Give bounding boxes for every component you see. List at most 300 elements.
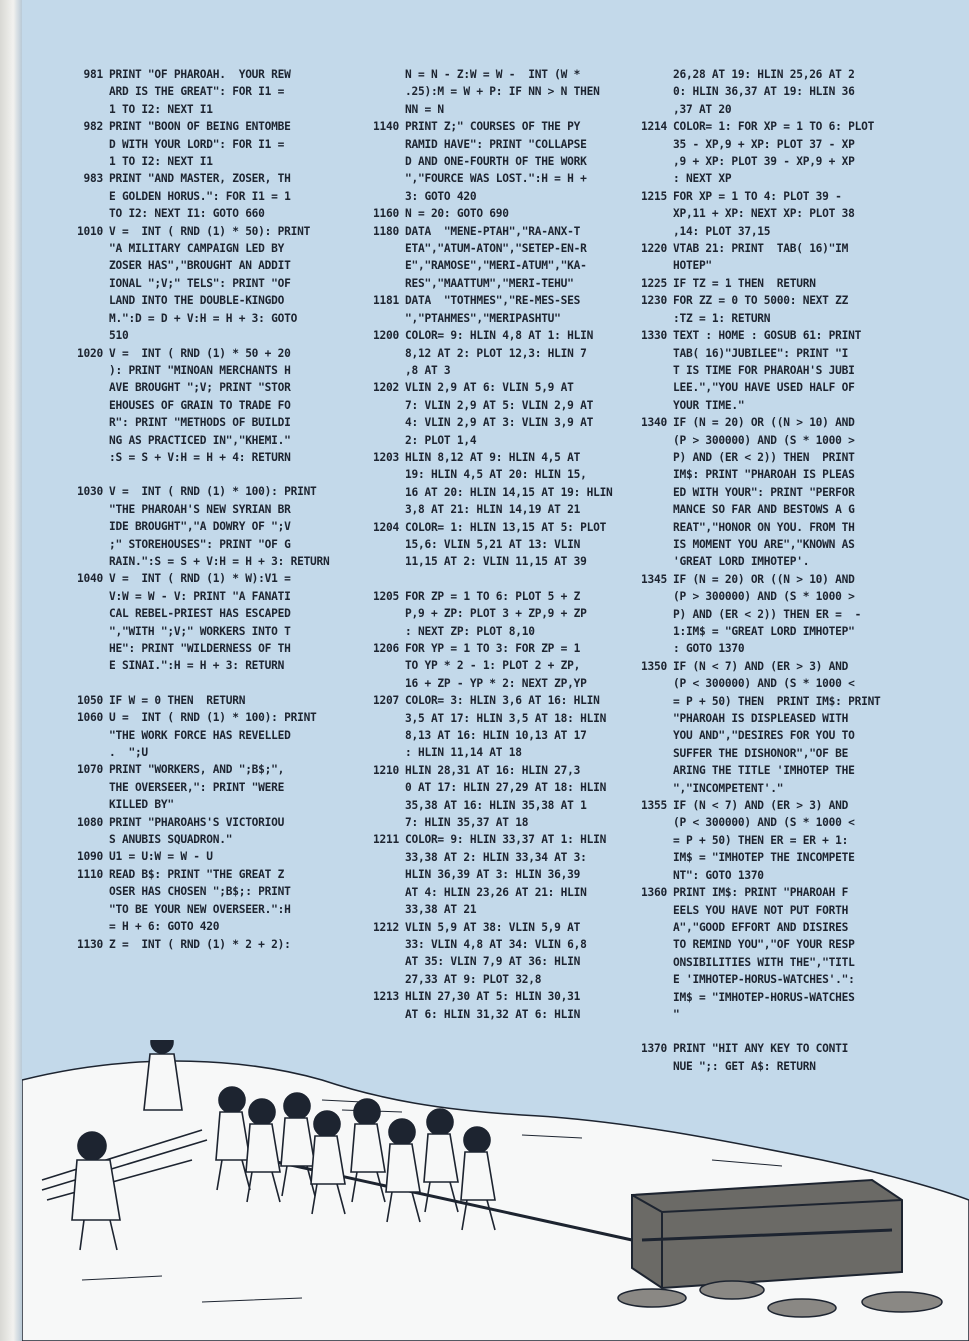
code-text: AT 6: HLIN 31,32 AT 6: HLIN bbox=[405, 1007, 581, 1021]
code-line bbox=[620, 867, 910, 884]
line-number bbox=[56, 414, 109, 431]
code-text: COLOR= 3: HLIN 3,6 AT 16: HLIN bbox=[405, 694, 600, 708]
listing-gap bbox=[620, 1023, 910, 1040]
code-line bbox=[352, 136, 617, 153]
code-text: KILLED BY" bbox=[109, 798, 174, 812]
code-text: "THE WORK FORCE HAS REVELLED bbox=[109, 728, 291, 742]
code-line bbox=[620, 553, 910, 570]
line-number: 1213 bbox=[373, 990, 399, 1004]
code-line bbox=[620, 205, 910, 222]
listing-gap bbox=[56, 466, 346, 483]
code-text: S ANUBIS SQUADRON." bbox=[109, 833, 233, 847]
code-line bbox=[620, 153, 910, 170]
code-line bbox=[352, 605, 617, 622]
code-text: : GOTO 1370 bbox=[673, 642, 745, 656]
code-text: HLIN 28,31 AT 16: HLIN 27,3 bbox=[405, 763, 581, 777]
line-number bbox=[620, 345, 673, 362]
code-line bbox=[352, 257, 617, 274]
code-line bbox=[352, 831, 617, 848]
code-line bbox=[620, 780, 910, 797]
code-line bbox=[352, 484, 617, 501]
code-line bbox=[56, 170, 346, 187]
code-text: COLOR= 1: FOR XP = 1 TO 6: PLOT bbox=[673, 120, 875, 134]
code-line bbox=[352, 432, 617, 449]
line-number bbox=[352, 362, 405, 379]
line-number bbox=[352, 936, 405, 953]
code-text: : NEXT ZP: PLOT 8,10 bbox=[405, 624, 535, 638]
line-number: 1355 bbox=[641, 799, 667, 813]
line-number: 1230 bbox=[641, 294, 667, 308]
code-line bbox=[352, 501, 617, 518]
code-line bbox=[56, 536, 346, 553]
code-line bbox=[352, 240, 617, 257]
line-number bbox=[352, 345, 405, 362]
line-number bbox=[352, 953, 405, 970]
code-text: U = INT ( RND (1) * 100): PRINT bbox=[109, 711, 317, 725]
code-text: TO REMIND YOU","OF YOUR RESP bbox=[673, 938, 855, 952]
line-number bbox=[620, 310, 673, 327]
code-text: E 'IMHOTEP-HORUS-WATCHES'.": bbox=[673, 973, 855, 987]
code-line bbox=[56, 761, 346, 778]
code-text: "PHAROAH IS DISPLEASED WITH bbox=[673, 712, 849, 726]
illustration-workers-hauling-stone bbox=[22, 1040, 969, 1341]
line-number bbox=[56, 501, 109, 518]
stone-block bbox=[632, 1180, 902, 1288]
code-line bbox=[620, 1006, 910, 1023]
code-text: : NEXT XP bbox=[673, 172, 732, 186]
line-number bbox=[620, 1006, 673, 1023]
code-line bbox=[56, 588, 346, 605]
code-line bbox=[352, 675, 617, 692]
code-text: PRINT Z;" COURSES OF THE PY bbox=[405, 120, 581, 134]
code-line bbox=[620, 989, 910, 1006]
line-number bbox=[620, 745, 673, 762]
line-number bbox=[620, 257, 673, 274]
code-text: 15,6: VLIN 5,21 AT 13: VLIN bbox=[405, 537, 581, 551]
code-text: 1 TO I2: NEXT I1 bbox=[109, 102, 213, 116]
code-line bbox=[352, 953, 617, 970]
code-line bbox=[352, 101, 617, 118]
code-line bbox=[620, 902, 910, 919]
code-line bbox=[352, 397, 617, 414]
line-number bbox=[56, 327, 109, 344]
code-text: AT 35: VLIN 7,9 AT 36: HLIN bbox=[405, 955, 581, 969]
code-text: 3,5 AT 17: HLIN 3,5 AT 18: HLIN bbox=[405, 711, 607, 725]
line-number bbox=[56, 779, 109, 796]
code-text: IM$: PRINT "PHAROAH IS PLEAS bbox=[673, 468, 855, 482]
code-line bbox=[620, 954, 910, 971]
code-text: ","PTAHMES","MERIPASHTU" bbox=[405, 311, 561, 325]
code-line bbox=[352, 884, 617, 901]
code-line bbox=[352, 205, 617, 222]
line-number bbox=[352, 170, 405, 187]
line-number: 1345 bbox=[641, 572, 667, 586]
line-number bbox=[56, 153, 109, 170]
line-number bbox=[56, 744, 109, 761]
line-number bbox=[352, 1006, 405, 1023]
line-number bbox=[352, 814, 405, 831]
line-number bbox=[352, 501, 405, 518]
line-number: 1070 bbox=[77, 763, 103, 777]
code-line bbox=[620, 658, 910, 675]
line-number bbox=[620, 606, 673, 623]
code-text: ;" STOREHOUSES": PRINT "OF G bbox=[109, 537, 291, 551]
code-line bbox=[620, 588, 910, 605]
listing-gap bbox=[352, 571, 617, 588]
code-text: IF TZ = 1 THEN RETURN bbox=[673, 276, 816, 290]
line-number bbox=[620, 205, 673, 222]
code-line bbox=[56, 153, 346, 170]
code-text: VTAB 21: PRINT TAB( 16)"IM bbox=[673, 242, 849, 256]
line-number bbox=[352, 432, 405, 449]
line-number bbox=[56, 240, 109, 257]
code-line bbox=[352, 971, 617, 988]
code-text: ,14: PLOT 37,15 bbox=[673, 224, 771, 238]
code-text: HLIN 36,39 AT 3: HLIN 36,39 bbox=[405, 868, 581, 882]
code-line bbox=[56, 240, 346, 257]
code-text: SUFFER THE DISHONOR","OF BE bbox=[673, 746, 849, 760]
code-line bbox=[352, 118, 617, 135]
line-number: 1203 bbox=[373, 450, 399, 464]
code-text: P,9 + ZP: PLOT 3 + ZP,9 + ZP bbox=[405, 607, 587, 621]
code-line bbox=[620, 936, 910, 953]
line-number: 1205 bbox=[373, 589, 399, 603]
code-line bbox=[620, 832, 910, 849]
code-line bbox=[620, 606, 910, 623]
code-line bbox=[56, 623, 346, 640]
line-number bbox=[352, 779, 405, 796]
code-text: LAND INTO THE DOUBLE-KINGDO bbox=[109, 294, 285, 308]
code-text: E","RAMOSE","MERI-ATUM","KA- bbox=[405, 259, 587, 273]
code-text: NG AS PRACTICED IN","KHEMI." bbox=[109, 433, 291, 447]
code-line bbox=[56, 188, 346, 205]
code-text: V = INT ( RND (1) * 100): PRINT bbox=[109, 485, 317, 499]
code-text: ,9 + XP: PLOT 39 - XP,9 + XP bbox=[673, 155, 855, 169]
code-line bbox=[352, 710, 617, 727]
code-line bbox=[352, 310, 617, 327]
line-number: 1080 bbox=[77, 815, 103, 829]
line-number bbox=[620, 432, 673, 449]
line-number bbox=[352, 83, 405, 100]
code-line bbox=[620, 397, 910, 414]
code-text: COLOR= 1: HLIN 13,15 AT 5: PLOT bbox=[405, 520, 607, 534]
code-text: XP,11 + XP: NEXT XP: PLOT 38 bbox=[673, 207, 855, 221]
code-line bbox=[56, 257, 346, 274]
line-number bbox=[620, 449, 673, 466]
code-text: IF (N < 7) AND (ER > 3) AND bbox=[673, 659, 849, 673]
line-number bbox=[620, 379, 673, 396]
line-number bbox=[352, 553, 405, 570]
code-text: PRINT "BOON OF BEING ENTOMBE bbox=[109, 120, 291, 134]
line-number bbox=[620, 832, 673, 849]
code-text: 0 AT 17: HLIN 27,29 AT 18: HLIN bbox=[405, 781, 607, 795]
line-number bbox=[56, 553, 109, 570]
line-number bbox=[620, 675, 673, 692]
line-number bbox=[352, 153, 405, 170]
line-number bbox=[620, 623, 673, 640]
code-text: REAT","HONOR ON YOU. FROM TH bbox=[673, 520, 855, 534]
page-gutter bbox=[0, 0, 22, 1341]
code-line bbox=[620, 223, 910, 240]
code-text: ED WITH YOUR": PRINT "PERFOR bbox=[673, 485, 855, 499]
code-text: 2: PLOT 1,4 bbox=[405, 433, 477, 447]
line-number bbox=[352, 136, 405, 153]
line-number bbox=[56, 918, 109, 935]
line-number bbox=[56, 136, 109, 153]
listing-column-2 bbox=[352, 66, 617, 1023]
code-line bbox=[620, 379, 910, 396]
code-text: ARING THE TITLE 'IMHOTEP THE bbox=[673, 764, 855, 778]
code-line bbox=[56, 709, 346, 726]
code-text: D AND ONE-FOURTH OF THE WORK bbox=[405, 155, 587, 169]
line-number: 1140 bbox=[373, 120, 399, 134]
line-number bbox=[620, 466, 673, 483]
line-number: 1202 bbox=[373, 381, 399, 395]
code-text: OSER HAS CHOSEN ";B$;: PRINT bbox=[109, 885, 291, 899]
code-text: 4: VLIN 2,9 AT 3: VLIN 3,9 AT bbox=[405, 416, 594, 430]
code-line bbox=[620, 432, 910, 449]
line-number bbox=[352, 675, 405, 692]
line-number: 1204 bbox=[373, 520, 399, 534]
line-number bbox=[620, 553, 673, 570]
code-line bbox=[56, 814, 346, 831]
line-number bbox=[352, 536, 405, 553]
code-text: IM$ = "IMHOTEP-HORUS-WATCHES bbox=[673, 990, 855, 1004]
code-text: = H + 6: GOTO 420 bbox=[109, 920, 220, 934]
line-number bbox=[56, 83, 109, 100]
code-line bbox=[620, 814, 910, 831]
code-text: IF (N < 7) AND (ER > 3) AND bbox=[673, 799, 849, 813]
code-text: RAMID HAVE": PRINT "COLLAPSE bbox=[405, 137, 587, 151]
line-number: 981 bbox=[83, 68, 103, 81]
code-text: IDE BROUGHT","A DOWRY OF ";V bbox=[109, 520, 291, 534]
line-number bbox=[352, 466, 405, 483]
code-line bbox=[352, 553, 617, 570]
code-text: 33: VLIN 4,8 AT 34: VLIN 6,8 bbox=[405, 937, 587, 951]
code-line bbox=[56, 918, 346, 935]
code-line bbox=[620, 762, 910, 779]
line-number: 1340 bbox=[641, 416, 667, 430]
code-line bbox=[352, 292, 617, 309]
line-number: 1370 bbox=[641, 1042, 667, 1056]
code-line bbox=[56, 310, 346, 327]
code-line bbox=[56, 483, 346, 500]
line-number bbox=[352, 484, 405, 501]
code-line bbox=[56, 101, 346, 118]
code-line bbox=[56, 727, 346, 744]
code-text: "THE PHAROAH'S NEW SYRIAN BR bbox=[109, 502, 291, 516]
line-number bbox=[352, 240, 405, 257]
code-text: :TZ = 1: RETURN bbox=[673, 311, 771, 325]
code-text: YOUR TIME." bbox=[673, 398, 745, 412]
code-text: 1:IM$ = "GREAT LORD IMHOTEP" bbox=[673, 625, 855, 638]
code-line bbox=[352, 779, 617, 796]
code-line bbox=[56, 744, 346, 761]
line-number bbox=[352, 605, 405, 622]
line-number bbox=[620, 936, 673, 953]
code-line bbox=[56, 362, 346, 379]
code-line bbox=[620, 501, 910, 518]
code-text: E GOLDEN HORUS.": FOR I1 = 1 bbox=[109, 189, 291, 203]
code-line bbox=[620, 849, 910, 866]
line-number bbox=[56, 640, 109, 657]
code-line bbox=[56, 848, 346, 865]
line-number bbox=[620, 867, 673, 884]
line-number bbox=[620, 919, 673, 936]
code-text: FOR ZP = 1 TO 6: PLOT 5 + Z bbox=[405, 589, 581, 603]
line-number: 1030 bbox=[77, 485, 103, 499]
code-line bbox=[352, 83, 617, 100]
code-text: E SINAI.":H = H + 3: RETURN bbox=[109, 659, 285, 673]
code-text: IF (N = 20) OR ((N > 10) AND bbox=[673, 572, 855, 586]
code-line bbox=[56, 327, 346, 344]
code-line bbox=[352, 414, 617, 431]
line-number bbox=[56, 432, 109, 449]
code-text: DATA "TOTHMES","RE-MES-SES bbox=[405, 294, 581, 308]
code-line bbox=[56, 345, 346, 362]
code-text: PRINT "HIT ANY KEY TO CONTI bbox=[673, 1042, 849, 1056]
code-line bbox=[56, 432, 346, 449]
code-text: V = INT ( RND (1) * 50 + 20 bbox=[109, 346, 291, 360]
code-text: EELS YOU HAVE NOT PUT FORTH bbox=[673, 903, 849, 917]
code-text: "A MILITARY CAMPAIGN LED BY bbox=[109, 242, 285, 256]
code-line bbox=[352, 640, 617, 657]
code-text: = P + 50) THEN PRINT IM$: PRINT bbox=[673, 694, 881, 708]
code-line bbox=[56, 831, 346, 848]
code-text: M.":D = D + V:H = H + 3: GOTO bbox=[109, 311, 298, 325]
code-line bbox=[620, 466, 910, 483]
code-text: V = INT ( RND (1) * W):V1 = bbox=[109, 572, 291, 586]
line-number bbox=[620, 693, 673, 710]
code-line bbox=[352, 727, 617, 744]
line-number: 1214 bbox=[641, 120, 667, 134]
code-line bbox=[620, 327, 910, 344]
code-line bbox=[620, 919, 910, 936]
listing-gap bbox=[56, 675, 346, 692]
line-number: 1200 bbox=[373, 329, 399, 343]
line-number bbox=[56, 883, 109, 900]
code-text: YOU AND","DESIRES FOR YOU TO bbox=[673, 729, 855, 743]
code-text: 3: GOTO 420 bbox=[405, 189, 477, 203]
code-line bbox=[620, 727, 910, 744]
code-text: .25):M = W + P: IF NN > N THEN bbox=[405, 85, 600, 99]
code-line bbox=[620, 519, 910, 536]
code-text: NN = N bbox=[405, 102, 444, 116]
code-text: 8,13 AT 16: HLIN 10,13 AT 17 bbox=[405, 729, 587, 743]
line-number bbox=[620, 780, 673, 797]
code-text: FOR XP = 1 TO 4: PLOT 39 - bbox=[673, 189, 842, 203]
listing-column-3 bbox=[620, 66, 910, 1075]
line-number bbox=[56, 379, 109, 396]
code-text: 33,38 AT 2: HLIN 33,34 AT 3: bbox=[405, 850, 587, 864]
code-text: PRINT IM$: PRINT "PHAROAH F bbox=[673, 886, 849, 900]
code-text: READ B$: PRINT "THE GREAT Z bbox=[109, 867, 285, 881]
line-number bbox=[620, 223, 673, 240]
code-text: V = INT ( RND (1) * 50): PRINT bbox=[109, 224, 311, 238]
line-number bbox=[56, 901, 109, 918]
code-text: ","INCOMPETENT'." bbox=[673, 781, 784, 795]
line-number bbox=[56, 796, 109, 813]
line-number bbox=[56, 831, 109, 848]
code-text: PRINT "AND MASTER, ZOSER, TH bbox=[109, 172, 291, 186]
line-number: 1180 bbox=[373, 224, 399, 238]
code-line bbox=[620, 240, 910, 257]
line-number bbox=[620, 362, 673, 379]
line-number bbox=[56, 657, 109, 674]
code-line bbox=[56, 936, 346, 953]
code-line bbox=[620, 797, 910, 814]
code-line bbox=[620, 536, 910, 553]
code-line bbox=[352, 849, 617, 866]
code-line bbox=[352, 223, 617, 240]
code-line bbox=[352, 362, 617, 379]
code-text: R": PRINT "METHODS OF BUILDI bbox=[109, 416, 291, 430]
line-number bbox=[620, 170, 673, 187]
code-text: 3,8 AT 21: HLIN 14,19 AT 21 bbox=[405, 503, 581, 517]
line-number: 1090 bbox=[77, 850, 103, 864]
line-number: 1330 bbox=[641, 329, 667, 343]
line-number: 1360 bbox=[641, 886, 667, 900]
code-line bbox=[56, 640, 346, 657]
code-line bbox=[620, 118, 910, 135]
code-line bbox=[352, 188, 617, 205]
line-number bbox=[620, 519, 673, 536]
code-text: ,37 AT 20 bbox=[673, 102, 732, 116]
code-text: ARD IS THE GREAT": FOR I1 = bbox=[109, 85, 285, 99]
line-number bbox=[620, 588, 673, 605]
line-number bbox=[352, 66, 405, 83]
code-line bbox=[56, 136, 346, 153]
line-number bbox=[352, 275, 405, 292]
code-line bbox=[352, 449, 617, 466]
code-text: COLOR= 9: HLIN 33,37 AT 1: HLIN bbox=[405, 833, 607, 847]
code-text: = P + 50) THEN ER = ER + 1: bbox=[673, 833, 849, 847]
code-line bbox=[620, 292, 910, 309]
line-number: 1210 bbox=[373, 763, 399, 777]
code-text: NT": GOTO 1370 bbox=[673, 868, 764, 882]
line-number bbox=[352, 744, 405, 761]
code-line bbox=[352, 66, 617, 83]
code-text: 35,38 AT 16: HLIN 35,38 AT 1 bbox=[405, 798, 587, 812]
line-number bbox=[56, 588, 109, 605]
line-number bbox=[620, 536, 673, 553]
code-line bbox=[56, 518, 346, 535]
code-text: (P < 300000) AND (S * 1000 < bbox=[673, 816, 855, 830]
code-line bbox=[352, 275, 617, 292]
code-line bbox=[56, 397, 346, 414]
code-line bbox=[352, 814, 617, 831]
line-number: 1206 bbox=[373, 642, 399, 655]
line-number bbox=[352, 797, 405, 814]
code-text: HOTEP" bbox=[673, 259, 712, 273]
code-line bbox=[56, 692, 346, 709]
code-text: " bbox=[673, 1007, 680, 1021]
line-number bbox=[56, 205, 109, 222]
code-text: EHOUSES OF GRAIN TO TRADE FO bbox=[109, 398, 291, 412]
code-text: 7: VLIN 2,9 AT 5: VLIN 2,9 AT bbox=[405, 398, 594, 412]
line-number bbox=[56, 292, 109, 309]
line-number bbox=[56, 362, 109, 379]
code-text: 27,33 AT 9: PLOT 32,8 bbox=[405, 972, 542, 986]
code-text: PRINT "OF PHAROAH. YOUR REW bbox=[109, 68, 291, 81]
code-text: 8,12 AT 2: PLOT 12,3: HLIN 7 bbox=[405, 346, 587, 360]
line-number: 1181 bbox=[373, 294, 399, 308]
code-line bbox=[56, 605, 346, 622]
code-line bbox=[352, 588, 617, 605]
code-text: V:W = W - V: PRINT "A FANATI bbox=[109, 589, 291, 603]
line-number: 1350 bbox=[641, 659, 667, 673]
code-text: 1 TO I2: NEXT I1 bbox=[109, 155, 213, 169]
